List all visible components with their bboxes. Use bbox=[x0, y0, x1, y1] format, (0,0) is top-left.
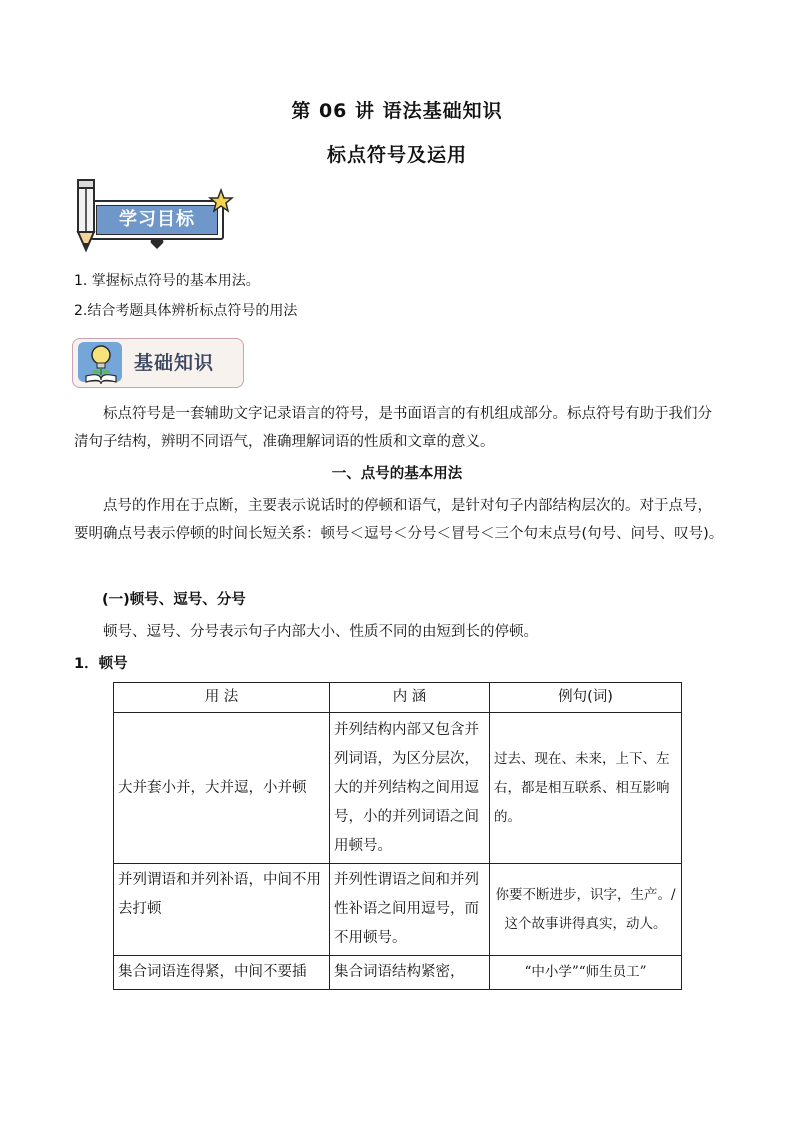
example-cell: “中小学”“师生员工” bbox=[490, 956, 682, 990]
subsection-paragraph: 顿号、逗号、分号表示句子内部大小、性质不同的由短到长的停顿。 bbox=[103, 624, 538, 640]
item-heading: 1．顿号 bbox=[74, 656, 128, 672]
table-row bbox=[114, 956, 682, 990]
study-goals-label: 学习目标 bbox=[96, 205, 218, 235]
star-icon bbox=[208, 188, 234, 214]
goal-item: 1. 掌握标点符号的基本用法。 bbox=[74, 273, 260, 289]
column-header: 用 法 bbox=[114, 683, 330, 713]
table-header-row bbox=[114, 683, 682, 713]
column-header: 内 涵 bbox=[330, 683, 490, 713]
basic-knowledge-label: 基础知识 bbox=[134, 352, 215, 374]
document-subtitle: 标点符号及运用 bbox=[326, 144, 467, 166]
subsection-heading: (一)顿号、逗号、分号 bbox=[102, 592, 246, 608]
section-paragraph: 点号的作用在于点断，主要表示说话时的停顿和语气，是针对句子内部结构层次的。对于点号，要明确点号表示停顿的时间长短关系：顿号＜逗号＜分号＜冒号＜三个句末点号(句号、问号、叹号)。 bbox=[74, 498, 724, 542]
usage-cell: 并列谓语和并列补语，中间不用去打顿 bbox=[114, 864, 330, 956]
table-row bbox=[114, 864, 682, 956]
usage-cell: 大并套小并，大并逗，小并顿 bbox=[114, 713, 330, 864]
example-cell: 你要不断进步，识字，生产。/这个故事讲得真实，动人。 bbox=[490, 864, 682, 956]
section-heading: 一、点号的基本用法 bbox=[331, 466, 463, 482]
goal-item: 2.结合考题具体辨析标点符号的用法 bbox=[74, 303, 298, 319]
meaning-cell: 集合词语结构紧密， bbox=[330, 956, 490, 990]
study-goals-banner bbox=[68, 178, 238, 256]
pencil-icon bbox=[70, 178, 104, 256]
meaning-cell: 并列结构内部又包含并列词语，为区分层次，大的并列结构之间用逗号，小的并列词语之间用顿号。 bbox=[330, 713, 490, 864]
example-cell: 过去、现在、未来，上下、左右，都是相互联系、相互影响的。 bbox=[490, 713, 682, 864]
meaning-cell: 并列性谓语之间和并列性补语之间用逗号，而不用顿号。 bbox=[330, 864, 490, 956]
document-title: 第 06 讲 语法基础知识 bbox=[291, 100, 503, 122]
heart-icon bbox=[150, 238, 164, 250]
usage-cell: 集合词语连得紧，中间不要插 bbox=[114, 956, 330, 990]
column-header: 例句(词) bbox=[490, 683, 682, 713]
lightbulb-book-icon bbox=[82, 342, 120, 384]
basic-knowledge-banner bbox=[72, 338, 248, 392]
intro-paragraph: 标点符号是一套辅助文字记录语言的符号，是书面语言的有机组成部分。标点符号有助于我们分清句子结构，辨明不同语气，准确理解词语的性质和文章的意义。 bbox=[74, 406, 712, 450]
table-row bbox=[114, 713, 682, 864]
comma-usage-table bbox=[113, 682, 682, 990]
